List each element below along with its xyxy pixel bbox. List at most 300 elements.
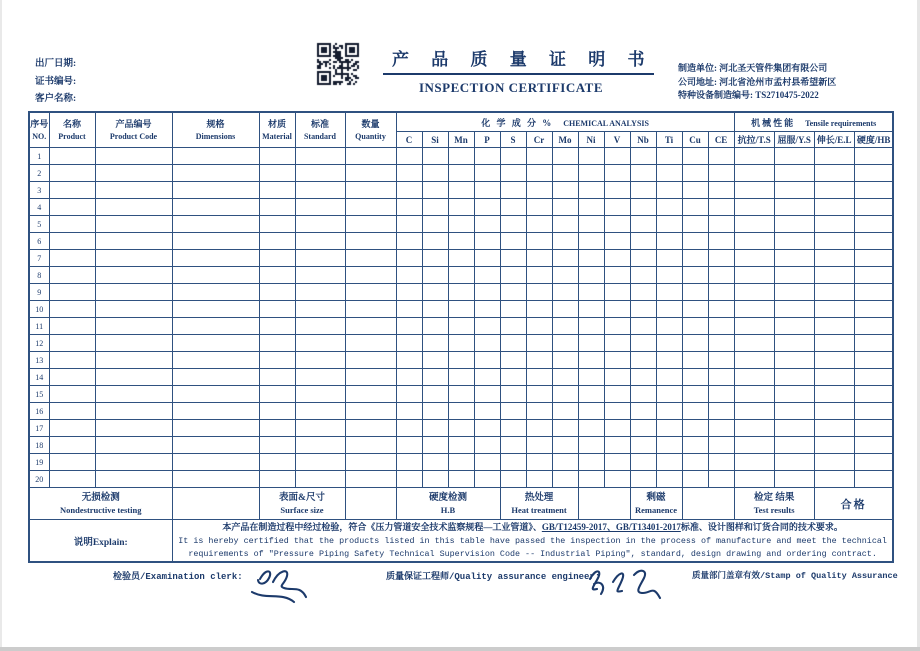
empty-cell <box>474 335 500 352</box>
empty-cell <box>814 352 854 369</box>
empty-cell <box>500 301 526 318</box>
empty-cell <box>708 437 734 454</box>
table-row <box>29 182 893 199</box>
empty-cell <box>656 148 682 165</box>
empty-cell <box>295 267 345 284</box>
empty-cell <box>49 437 95 454</box>
empty-cell <box>526 284 552 301</box>
empty-cell <box>854 454 893 471</box>
empty-cell <box>95 250 172 267</box>
table-row <box>29 403 893 420</box>
row-number: 8 <box>29 267 49 284</box>
empty-cell <box>172 284 259 301</box>
empty-cell <box>295 352 345 369</box>
empty-cell <box>259 369 295 386</box>
empty-cell <box>774 199 814 216</box>
empty-cell <box>448 182 474 199</box>
empty-cell <box>734 420 774 437</box>
empty-cell <box>172 437 259 454</box>
empty-cell <box>295 386 345 403</box>
empty-cell <box>854 165 893 182</box>
empty-cell <box>682 369 708 386</box>
empty-cell <box>396 267 422 284</box>
empty-cell <box>422 437 448 454</box>
empty-cell <box>259 301 295 318</box>
empty-cell <box>95 233 172 250</box>
empty-cell <box>604 437 630 454</box>
table-row <box>29 216 893 233</box>
empty-cell <box>95 420 172 437</box>
empty-cell <box>259 165 295 182</box>
empty-cell <box>526 454 552 471</box>
empty-cell <box>95 267 172 284</box>
explain-text-cell <box>172 520 893 563</box>
empty-cell <box>396 352 422 369</box>
empty-cell <box>474 471 500 488</box>
empty-cell <box>500 284 526 301</box>
qa-engineer-label: 质量保证工程师/Quality assurance engineer: <box>386 572 601 582</box>
paper-edge-left <box>0 0 2 651</box>
empty-cell <box>734 250 774 267</box>
col-header-no: 序号 NO. <box>29 112 49 148</box>
empty-cell <box>854 352 893 369</box>
empty-cell <box>734 386 774 403</box>
row-number: 5 <box>29 216 49 233</box>
empty-cell <box>656 437 682 454</box>
row-number: 18 <box>29 437 49 454</box>
empty-cell <box>345 335 396 352</box>
empty-cell <box>552 250 578 267</box>
empty-cell <box>604 420 630 437</box>
empty-cell <box>656 199 682 216</box>
col-header-element-nb: Nb <box>630 132 656 148</box>
empty-cell <box>578 267 604 284</box>
empty-cell <box>552 437 578 454</box>
empty-cell <box>814 148 854 165</box>
empty-cell <box>396 182 422 199</box>
empty-cell <box>422 420 448 437</box>
col-header-standard: 标准 Standard <box>295 112 345 148</box>
empty-cell <box>630 267 656 284</box>
footer-surface-value <box>345 488 396 520</box>
empty-cell <box>604 233 630 250</box>
empty-cell <box>345 165 396 182</box>
empty-cell <box>854 250 893 267</box>
empty-cell <box>604 471 630 488</box>
col-header-elongation: 伸长/E.L <box>814 132 854 148</box>
empty-cell <box>774 284 814 301</box>
empty-cell <box>854 233 893 250</box>
empty-cell <box>578 182 604 199</box>
empty-cell <box>734 148 774 165</box>
empty-cell <box>49 199 95 216</box>
empty-cell <box>172 420 259 437</box>
empty-cell <box>259 148 295 165</box>
empty-cell <box>295 233 345 250</box>
empty-cell <box>708 182 734 199</box>
empty-cell <box>604 199 630 216</box>
empty-cell <box>49 148 95 165</box>
empty-cell <box>259 250 295 267</box>
empty-cell <box>259 199 295 216</box>
empty-cell <box>578 318 604 335</box>
col-header-yield: 屈服/Y.S <box>774 132 814 148</box>
empty-cell <box>552 352 578 369</box>
explain-label-cell: 说明Explain: <box>29 520 172 563</box>
empty-cell <box>422 403 448 420</box>
empty-cell <box>396 284 422 301</box>
empty-cell <box>295 369 345 386</box>
empty-cell <box>682 216 708 233</box>
empty-cell <box>630 437 656 454</box>
empty-cell <box>172 267 259 284</box>
empty-cell <box>49 318 95 335</box>
empty-cell <box>734 437 774 454</box>
empty-cell <box>500 199 526 216</box>
empty-cell <box>552 318 578 335</box>
empty-cell <box>172 250 259 267</box>
empty-cell <box>295 165 345 182</box>
empty-cell <box>578 165 604 182</box>
empty-cell <box>708 199 734 216</box>
empty-cell <box>345 148 396 165</box>
empty-cell <box>259 352 295 369</box>
empty-cell <box>578 369 604 386</box>
empty-cell <box>49 352 95 369</box>
empty-cell <box>604 165 630 182</box>
empty-cell <box>95 403 172 420</box>
empty-cell <box>422 301 448 318</box>
empty-cell <box>552 165 578 182</box>
empty-cell <box>814 182 854 199</box>
qa-engineer-signature <box>580 563 670 609</box>
col-header-quantity: 数量 Quantity <box>345 112 396 148</box>
col-header-element-s: S <box>500 132 526 148</box>
empty-cell <box>526 216 552 233</box>
empty-cell <box>448 386 474 403</box>
empty-cell <box>630 165 656 182</box>
empty-cell <box>295 318 345 335</box>
empty-cell <box>49 165 95 182</box>
empty-cell <box>854 335 893 352</box>
empty-cell <box>656 352 682 369</box>
empty-cell <box>49 335 95 352</box>
empty-cell <box>854 199 893 216</box>
empty-cell <box>500 352 526 369</box>
empty-cell <box>95 301 172 318</box>
empty-cell <box>814 250 854 267</box>
empty-cell <box>49 369 95 386</box>
empty-cell <box>854 216 893 233</box>
empty-cell <box>500 420 526 437</box>
empty-cell <box>345 267 396 284</box>
row-number: 16 <box>29 403 49 420</box>
empty-cell <box>552 420 578 437</box>
empty-cell <box>774 471 814 488</box>
empty-cell <box>854 182 893 199</box>
empty-cell <box>259 420 295 437</box>
table-row <box>29 301 893 318</box>
empty-cell <box>474 199 500 216</box>
empty-cell <box>854 437 893 454</box>
row-number: 6 <box>29 233 49 250</box>
empty-cell <box>95 182 172 199</box>
empty-cell <box>172 199 259 216</box>
empty-cell <box>814 165 854 182</box>
empty-cell <box>422 386 448 403</box>
empty-cell <box>448 199 474 216</box>
empty-cell <box>682 318 708 335</box>
empty-cell <box>734 352 774 369</box>
empty-cell <box>552 199 578 216</box>
empty-cell <box>656 267 682 284</box>
empty-cell <box>396 148 422 165</box>
empty-cell <box>604 369 630 386</box>
empty-cell <box>774 165 814 182</box>
empty-cell <box>448 148 474 165</box>
empty-cell <box>49 454 95 471</box>
empty-cell <box>49 216 95 233</box>
empty-cell <box>448 318 474 335</box>
empty-cell <box>774 369 814 386</box>
empty-cell <box>49 267 95 284</box>
empty-cell <box>396 165 422 182</box>
empty-cell <box>422 471 448 488</box>
empty-cell <box>552 386 578 403</box>
empty-cell <box>656 284 682 301</box>
empty-cell <box>474 233 500 250</box>
empty-cell <box>526 437 552 454</box>
empty-cell <box>814 403 854 420</box>
empty-cell <box>500 250 526 267</box>
empty-cell <box>708 233 734 250</box>
col-header-material: 材质 Material <box>259 112 295 148</box>
title-chinese: 产 品 质 量 证 明 书 <box>383 45 654 75</box>
empty-cell <box>774 182 814 199</box>
empty-cell <box>734 216 774 233</box>
empty-cell <box>708 386 734 403</box>
empty-cell <box>774 386 814 403</box>
empty-cell <box>734 369 774 386</box>
empty-cell <box>734 454 774 471</box>
empty-cell <box>295 403 345 420</box>
col-header-element-ce: CE <box>708 132 734 148</box>
empty-cell <box>526 335 552 352</box>
empty-cell <box>259 182 295 199</box>
empty-cell <box>396 301 422 318</box>
empty-cell <box>630 318 656 335</box>
empty-cell <box>345 250 396 267</box>
empty-cell <box>474 216 500 233</box>
empty-cell <box>345 403 396 420</box>
empty-cell <box>682 437 708 454</box>
empty-cell <box>49 420 95 437</box>
empty-cell <box>422 284 448 301</box>
empty-cell <box>345 454 396 471</box>
empty-cell <box>95 199 172 216</box>
empty-cell <box>295 437 345 454</box>
empty-cell <box>345 233 396 250</box>
empty-cell <box>604 301 630 318</box>
footer-remanence: 剩磁 Remanence <box>630 488 682 520</box>
col-header-hardness: 硬度/HB <box>854 132 893 148</box>
empty-cell <box>578 352 604 369</box>
empty-cell <box>656 471 682 488</box>
empty-cell <box>656 386 682 403</box>
empty-cell <box>630 284 656 301</box>
equipment-license-number: 特种设备制造编号: TS2710475-2022 <box>678 90 819 100</box>
empty-cell <box>448 369 474 386</box>
row-number: 7 <box>29 250 49 267</box>
empty-cell <box>708 335 734 352</box>
empty-cell <box>552 284 578 301</box>
empty-cell <box>630 369 656 386</box>
empty-cell <box>422 199 448 216</box>
empty-cell <box>500 454 526 471</box>
col-group-mechanical: 机械性能 Tensile requirements <box>734 112 893 132</box>
empty-cell <box>396 454 422 471</box>
empty-cell <box>814 454 854 471</box>
empty-cell <box>345 352 396 369</box>
empty-cell <box>630 182 656 199</box>
empty-cell <box>630 454 656 471</box>
empty-cell <box>526 148 552 165</box>
row-number: 11 <box>29 318 49 335</box>
col-header-element-mo: Mo <box>552 132 578 148</box>
empty-cell <box>448 403 474 420</box>
empty-cell <box>526 267 552 284</box>
empty-cell <box>656 165 682 182</box>
empty-cell <box>526 386 552 403</box>
empty-cell <box>774 454 814 471</box>
empty-cell <box>604 403 630 420</box>
empty-cell <box>422 233 448 250</box>
empty-cell <box>448 165 474 182</box>
empty-cell <box>396 250 422 267</box>
empty-cell <box>734 284 774 301</box>
empty-cell <box>854 369 893 386</box>
empty-cell <box>448 471 474 488</box>
empty-cell <box>172 165 259 182</box>
empty-cell <box>295 301 345 318</box>
empty-cell <box>734 267 774 284</box>
empty-cell <box>95 148 172 165</box>
empty-cell <box>396 335 422 352</box>
row-number: 17 <box>29 420 49 437</box>
empty-cell <box>259 216 295 233</box>
empty-cell <box>95 165 172 182</box>
empty-cell <box>774 250 814 267</box>
row-number: 3 <box>29 182 49 199</box>
empty-cell <box>49 233 95 250</box>
empty-cell <box>630 233 656 250</box>
empty-cell <box>396 420 422 437</box>
empty-cell <box>854 318 893 335</box>
empty-cell <box>854 148 893 165</box>
empty-cell <box>345 437 396 454</box>
empty-cell <box>578 335 604 352</box>
empty-cell <box>95 318 172 335</box>
empty-cell <box>422 352 448 369</box>
empty-cell <box>708 318 734 335</box>
empty-cell <box>734 233 774 250</box>
empty-cell <box>474 318 500 335</box>
col-header-element-mn: Mn <box>448 132 474 148</box>
empty-cell <box>295 250 345 267</box>
empty-cell <box>656 318 682 335</box>
empty-cell <box>526 403 552 420</box>
empty-cell <box>656 182 682 199</box>
empty-cell <box>814 199 854 216</box>
footer-remanence-value <box>682 488 734 520</box>
empty-cell <box>656 335 682 352</box>
empty-cell <box>734 318 774 335</box>
empty-cell <box>95 216 172 233</box>
empty-cell <box>396 386 422 403</box>
empty-cell <box>578 250 604 267</box>
empty-cell <box>552 403 578 420</box>
title-english: INSPECTION CERTIFICATE <box>418 80 604 95</box>
col-header-product-code: 产品编号 Product Code <box>95 112 172 148</box>
empty-cell <box>474 148 500 165</box>
empty-cell <box>49 301 95 318</box>
empty-cell <box>95 284 172 301</box>
empty-cell <box>448 284 474 301</box>
footer-hardness-test: 硬度检测 H.B <box>396 488 500 520</box>
certificate-no-label: 证书编号: <box>35 76 77 87</box>
empty-cell <box>49 471 95 488</box>
empty-cell <box>95 471 172 488</box>
empty-cell <box>604 267 630 284</box>
empty-cell <box>734 301 774 318</box>
empty-cell <box>734 471 774 488</box>
empty-cell <box>552 216 578 233</box>
empty-cell <box>656 454 682 471</box>
empty-cell <box>172 454 259 471</box>
empty-cell <box>734 403 774 420</box>
empty-cell <box>854 301 893 318</box>
empty-cell <box>474 403 500 420</box>
empty-cell <box>500 471 526 488</box>
empty-cell <box>854 386 893 403</box>
empty-cell <box>448 335 474 352</box>
empty-cell <box>682 335 708 352</box>
footer-verdict: 合格 <box>814 488 893 520</box>
empty-cell <box>630 199 656 216</box>
row-number: 9 <box>29 284 49 301</box>
col-header-product: 名称 Product <box>49 112 95 148</box>
col-header-element-c: C <box>396 132 422 148</box>
empty-cell <box>708 471 734 488</box>
col-group-chemical-analysis: 化 学 成 分 % CHEMICAL ANALYSIS <box>396 112 734 132</box>
empty-cell <box>259 386 295 403</box>
empty-cell <box>656 420 682 437</box>
empty-cell <box>172 471 259 488</box>
row-number: 1 <box>29 148 49 165</box>
header-fields <box>35 56 76 109</box>
empty-cell <box>295 216 345 233</box>
empty-cell <box>814 420 854 437</box>
manufacturer-name: 制造单位: 河北圣天管件集团有限公司 <box>678 63 828 73</box>
row-number: 19 <box>29 454 49 471</box>
empty-cell <box>774 301 814 318</box>
empty-cell <box>422 216 448 233</box>
table-row <box>29 250 893 267</box>
empty-cell <box>604 216 630 233</box>
factory-date-label: 出厂日期: <box>35 59 77 69</box>
empty-cell <box>656 216 682 233</box>
empty-cell <box>604 335 630 352</box>
